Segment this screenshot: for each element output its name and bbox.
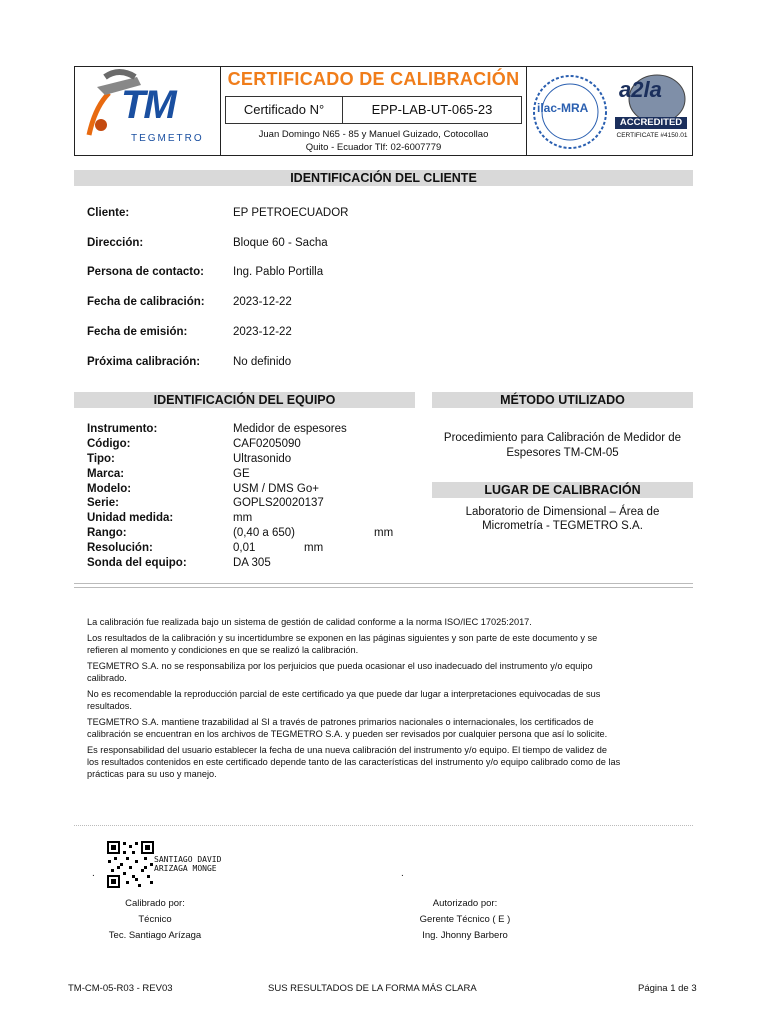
- note-item: [87, 616, 697, 628]
- note-item: [87, 660, 697, 684]
- note-line: La calibración fue realizada bajo un sistema de gestión de calidad conforme a la norma ISO/IEC 17025:2017.: [87, 617, 532, 627]
- footer-slogan: SUS RESULTADOS DE LA FORMA MÁS CLARA: [268, 983, 477, 994]
- calibrated-by-name: Tec. Santiago Arízaga: [108, 930, 202, 941]
- a2la-certificate-number: CERTIFICATE #4150.01: [616, 132, 688, 139]
- probe-label: Sonda del equipo:: [87, 557, 187, 569]
- method-section-heading: MÉTODO UTILIZADO: [432, 392, 693, 408]
- note-line: prácticas para su uso y manejo.: [87, 769, 217, 779]
- certificate-title: CERTIFICADO DE CALIBRACIÓN: [227, 69, 520, 89]
- footer-page-number: Página 1 de 3: [638, 983, 697, 994]
- certificate-header: [74, 66, 693, 156]
- client-label: Cliente:: [87, 207, 130, 219]
- serial-value: GOPLS20020137: [233, 497, 324, 509]
- address-line-1: Juan Domingo N65 - 85 y Manuel Guizado, Cotocollao: [258, 129, 489, 140]
- unit-value: mm: [233, 512, 253, 524]
- authorized-by-block: [390, 896, 540, 944]
- client-value: EP PETROECUADOR: [233, 207, 349, 219]
- model-label: Modelo:: [87, 483, 132, 495]
- logo-subtext: TEGMETRO: [131, 133, 204, 144]
- method-line-2: Espesores TM-CM-05: [506, 447, 619, 459]
- note-item: [87, 688, 697, 712]
- calibrated-by-block: [80, 896, 230, 944]
- model-value: USM / DMS Go+: [233, 483, 319, 495]
- footer-document-code: TM-CM-05-R03 - REV03: [68, 983, 173, 994]
- ilac-text: ilac-MRA: [537, 101, 589, 115]
- note-line: resultados.: [87, 701, 132, 711]
- calibration-date-label: Fecha de calibración:: [87, 296, 205, 308]
- logo-text: TM: [121, 83, 175, 127]
- address-label: Dirección:: [87, 237, 144, 249]
- certificate-number-row: [225, 96, 522, 124]
- contact-value: Ing. Pablo Portilla: [233, 266, 324, 278]
- method-line-1: Procedimiento para Calibración de Medidor de: [443, 432, 682, 444]
- certificate-number: EPP-LAB-UT-065-23: [371, 102, 493, 117]
- note-item: [87, 744, 697, 780]
- note-line: refieren al momento y condiciones en que se realizó la calibración.: [87, 645, 359, 655]
- location-section-heading: LUGAR DE CALIBRACIÓN: [432, 482, 693, 498]
- type-label: Tipo:: [87, 453, 115, 465]
- authorized-by-name: Ing. Jhonny Barbero: [422, 930, 508, 941]
- calibration-date-value: 2023-12-22: [233, 296, 292, 308]
- resolution-unit: mm: [304, 542, 324, 554]
- note-line: TEGMETRO S.A. mantiene trazabilidad al SI a través de patrones primarios nacionales o internacionales, los certificados de: [87, 717, 594, 727]
- type-value: Ultrasonido: [233, 453, 292, 465]
- accreditation-logos: [526, 67, 692, 155]
- signer-name-line-1: SANTIAGO DAVID: [154, 855, 222, 864]
- company-address: [221, 128, 526, 154]
- contact-label: Persona de contacto:: [87, 266, 204, 278]
- note-line: Los resultados de la calibración y su incertidumbre se exponen en las páginas siguientes y son parte de este documento y se: [87, 633, 598, 643]
- resolution-label: Resolución:: [87, 542, 153, 554]
- brand-label: Marca:: [87, 468, 125, 480]
- unit-label: Unidad medida:: [87, 512, 174, 524]
- code-value: CAF0205090: [233, 438, 301, 450]
- client-section-heading: IDENTIFICACIÓN DEL CLIENTE: [74, 170, 693, 186]
- section-divider: [74, 583, 693, 588]
- location-line-2: Micrometría - TEGMETRO S.A.: [482, 520, 643, 532]
- address-value: Bloque 60 - Sacha: [233, 237, 328, 249]
- signer-name-line-2: ARIZAGA MONGE: [154, 864, 217, 873]
- authorized-by-role: Autorizado por:: [432, 898, 498, 909]
- authorized-by-title: Gerente Técnico ( E ): [419, 914, 511, 925]
- note-line: TEGMETRO S.A. no se responsabiliza por los perjuicios que pueda ocasionar el uso inadecuado del instrumento y/o equipo: [87, 661, 593, 671]
- probe-value: DA 305: [233, 557, 271, 569]
- address-line-2: Quito - Ecuador Tlf: 02-6007779: [305, 142, 442, 153]
- instrument-label: Instrumento:: [87, 423, 158, 435]
- note-item: [87, 632, 697, 656]
- signature-divider: [74, 825, 693, 826]
- tegmetro-logo: [75, 67, 221, 155]
- certificate-number-label: Certificado N°: [226, 97, 343, 123]
- brand-value: GE: [233, 468, 250, 480]
- note-line: los resultados contenidos en este certificado depende tanto de las características del instrumento y/o equipo calibrado como de las: [87, 757, 621, 767]
- next-calibration-label: Próxima calibración:: [87, 356, 201, 368]
- issue-date-label: Fecha de emisión:: [87, 326, 188, 338]
- location-line-1: Laboratorio de Dimensional – Área de: [465, 506, 660, 518]
- right-signature-mark: .: [401, 868, 404, 879]
- calibrated-by-role: Calibrado por:: [125, 898, 185, 909]
- qr-code-icon: [106, 840, 155, 889]
- range-label: Rango:: [87, 527, 127, 539]
- instrument-value: Medidor de espesores: [233, 423, 347, 435]
- accredited-badge: ACCREDITED: [615, 117, 687, 129]
- range-value: (0,40 a 650): [233, 527, 296, 539]
- next-calibration-value: No definido: [233, 356, 292, 368]
- a2la-text: a2la: [619, 77, 662, 102]
- method-description: [432, 431, 693, 461]
- note-line: No es recomendable la reproducción parcial de este certificado ya que puede dar lugar a interpretaciones equivocadas de sus: [87, 689, 601, 699]
- note-item: [87, 716, 697, 740]
- equipment-section-heading: IDENTIFICACIÓN DEL EQUIPO: [74, 392, 415, 408]
- notes-block: [87, 616, 697, 780]
- serial-label: Serie:: [87, 497, 119, 509]
- note-line: calibración se encuentran en los archivos de TEGMETRO S.A. y pueden ser revisados por cualquier persona que así lo solicite.: [87, 729, 608, 739]
- issue-date-value: 2023-12-22: [233, 326, 292, 338]
- code-label: Código:: [87, 438, 131, 450]
- note-line: calibrado.: [87, 673, 127, 683]
- note-line: Es responsabilidad del usuario establecer la fecha de una nueva calibración del instrumento y/o equipo. El tiempo de validez de: [87, 745, 607, 755]
- range-unit: mm: [374, 527, 394, 539]
- resolution-value: 0,01: [233, 542, 256, 554]
- calibrated-by-title: Técnico: [138, 914, 172, 925]
- left-signature-mark: .: [92, 868, 95, 879]
- location-description: [432, 505, 693, 533]
- digital-signature-name: [154, 855, 221, 873]
